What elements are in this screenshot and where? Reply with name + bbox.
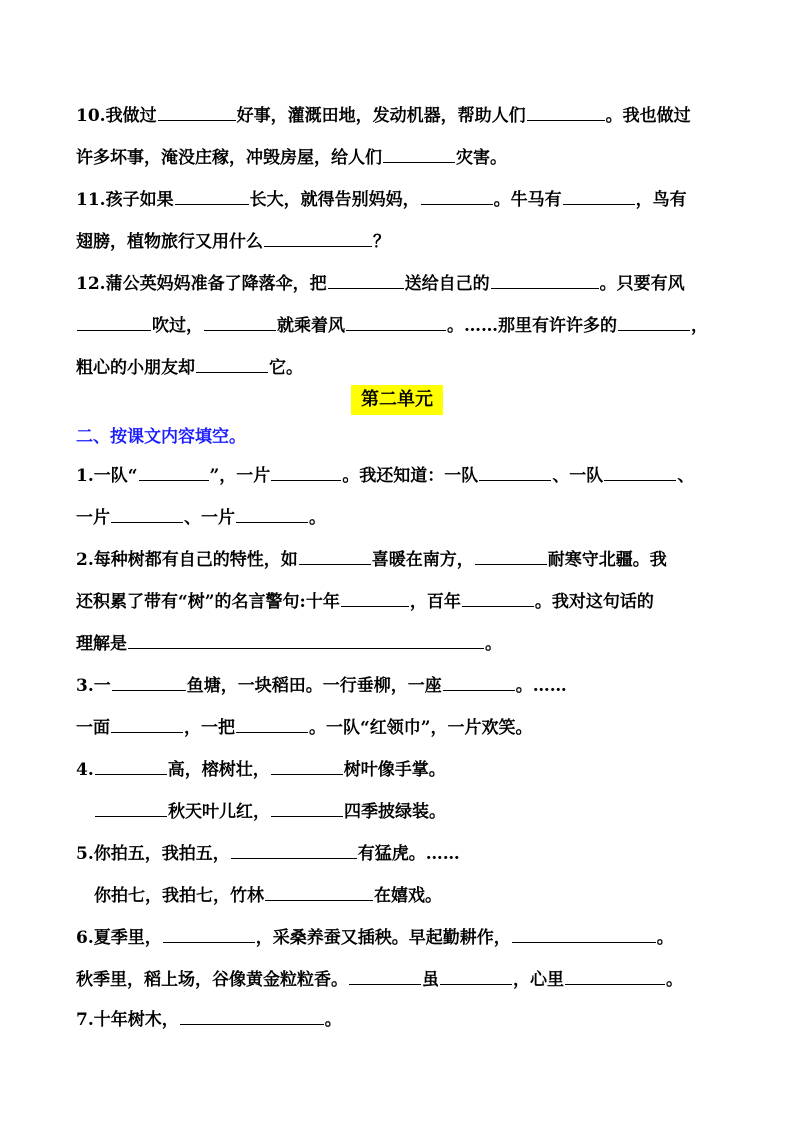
question-text: 粗心的小朋友却 bbox=[76, 358, 195, 378]
question-text: ，一把 bbox=[184, 718, 235, 738]
u2-q2-line2 bbox=[76, 586, 726, 616]
q11-line1 bbox=[76, 184, 726, 214]
answer-blank[interactable] bbox=[231, 838, 357, 859]
question-text: ，心里 bbox=[513, 970, 564, 990]
question-text: 你拍七，我拍七，竹林 bbox=[94, 886, 264, 906]
question-text: 。牛马有 bbox=[493, 190, 562, 210]
u2-q2-line3 bbox=[76, 628, 726, 658]
question-text: 一面 bbox=[76, 718, 110, 738]
u2-q4-line2 bbox=[94, 796, 744, 826]
q10-line1 bbox=[76, 100, 726, 130]
answer-blank[interactable] bbox=[604, 460, 676, 481]
answer-blank[interactable] bbox=[349, 964, 421, 985]
question-text: 送给自己的 bbox=[404, 274, 490, 294]
question-text: 。一队“红领巾”，一片欢笑。 bbox=[309, 718, 533, 738]
question-text: 7.十年树木， bbox=[76, 1010, 179, 1030]
question-text: ，采桑养蚕又插秧。早起勤耕作， bbox=[255, 928, 511, 948]
u2-q1-line2 bbox=[76, 502, 726, 532]
answer-blank[interactable] bbox=[139, 460, 209, 481]
question-text: 它。 bbox=[269, 358, 303, 378]
question-text: 长大，就得告别妈妈， bbox=[249, 190, 420, 210]
question-text: ，百年 bbox=[409, 592, 461, 612]
question-text: 还积累了带有“树”的名言警句:十年 bbox=[76, 592, 340, 612]
u2-q3-line1 bbox=[76, 670, 726, 700]
answer-blank[interactable] bbox=[77, 310, 151, 331]
answer-blank[interactable] bbox=[563, 184, 635, 205]
answer-blank[interactable] bbox=[618, 310, 690, 331]
question-text: 好事，灌溉田地，发动机器，帮助人们 bbox=[236, 106, 526, 126]
question-text: 树叶像手掌。 bbox=[343, 760, 446, 780]
question-text: 3.一 bbox=[76, 676, 111, 696]
question-text: 12.蒲公英妈妈准备了降落伞，把 bbox=[76, 274, 327, 294]
question-text: 2.每种树都有自己的特性，如 bbox=[76, 550, 298, 570]
answer-blank[interactable] bbox=[271, 754, 343, 775]
answer-blank[interactable] bbox=[128, 628, 484, 649]
question-text: 。……那里有许许多的 bbox=[447, 316, 617, 336]
answer-blank[interactable] bbox=[299, 544, 371, 565]
answer-blank[interactable] bbox=[491, 268, 599, 289]
question-text: 。我还知道：一队 bbox=[342, 466, 479, 486]
question-text: 许多坏事，淹没庄稼，冲毁房屋，给人们 bbox=[76, 148, 382, 168]
unit-heading: 第二单元 bbox=[351, 385, 443, 415]
answer-blank[interactable] bbox=[475, 544, 547, 565]
answer-blank[interactable] bbox=[175, 184, 249, 205]
answer-blank[interactable] bbox=[527, 100, 605, 121]
question-text: 。 bbox=[309, 508, 326, 528]
answer-blank[interactable] bbox=[462, 586, 534, 607]
question-text: ，鸟有 bbox=[635, 190, 687, 210]
question-text: 、一队 bbox=[552, 466, 604, 486]
answer-blank[interactable] bbox=[265, 880, 373, 901]
u2-q7-line1 bbox=[76, 1004, 726, 1034]
answer-blank[interactable] bbox=[236, 712, 308, 733]
answer-blank[interactable] bbox=[479, 460, 551, 481]
question-text: 就乘着风 bbox=[277, 316, 345, 336]
answer-blank[interactable] bbox=[341, 586, 409, 607]
question-text: 秋天叶儿红， bbox=[168, 802, 270, 822]
question-text: 1.一队“ bbox=[76, 466, 138, 486]
answer-blank[interactable] bbox=[271, 796, 343, 817]
question-text: 。…… bbox=[515, 676, 567, 696]
u2-q5-line2 bbox=[94, 880, 744, 910]
question-text: 、一片 bbox=[184, 508, 235, 528]
answer-blank[interactable] bbox=[264, 226, 372, 247]
q12-line3 bbox=[76, 352, 726, 382]
question-text: 4. bbox=[76, 760, 94, 780]
q12-line1 bbox=[76, 268, 726, 298]
question-text: 有猛虎。…… bbox=[357, 844, 460, 864]
answer-blank[interactable] bbox=[328, 268, 404, 289]
question-text: 5.你拍五，我拍五， bbox=[76, 844, 230, 864]
answer-blank[interactable] bbox=[204, 310, 276, 331]
answer-blank[interactable] bbox=[163, 922, 255, 943]
question-text: 四季披绿装。 bbox=[344, 802, 446, 822]
question-text: 吹过， bbox=[152, 316, 203, 336]
u2-q1-line1 bbox=[76, 460, 726, 490]
question-text: 高，榕树壮， bbox=[167, 760, 270, 780]
answer-blank[interactable] bbox=[111, 712, 183, 733]
u2-q6-line2 bbox=[76, 964, 726, 994]
question-text: 。我也做过 bbox=[605, 106, 691, 126]
question-text: 秋季里，稻上场，谷像黄金粒粒香。 bbox=[76, 970, 348, 990]
answer-blank[interactable] bbox=[158, 100, 236, 121]
question-text: 在嬉戏。 bbox=[374, 886, 442, 906]
question-text: ？ bbox=[373, 232, 390, 252]
u2-q6-line1 bbox=[76, 922, 726, 952]
question-text: 鱼塘，一块稻田。一行垂柳，一座 bbox=[186, 676, 442, 696]
answer-blank[interactable] bbox=[346, 310, 446, 331]
answer-blank[interactable] bbox=[443, 670, 515, 691]
question-text: 。我对这句话的 bbox=[534, 592, 654, 612]
question-text: 虽 bbox=[422, 970, 439, 990]
question-text: 、 bbox=[677, 466, 695, 486]
answer-blank[interactable] bbox=[95, 796, 167, 817]
question-text: 理解是 bbox=[76, 634, 127, 654]
answer-blank[interactable] bbox=[512, 922, 656, 943]
question-text: 灾害。 bbox=[456, 148, 507, 168]
answer-blank[interactable] bbox=[180, 1004, 324, 1025]
question-text: 喜暖在南方， bbox=[371, 550, 474, 570]
question-text: ， bbox=[691, 316, 708, 336]
question-text: 。 bbox=[656, 928, 674, 948]
answer-blank[interactable] bbox=[196, 352, 268, 373]
answer-blank[interactable] bbox=[440, 964, 512, 985]
q10-line2 bbox=[76, 142, 726, 172]
u2-q2-line1 bbox=[76, 544, 726, 574]
q11-line2 bbox=[76, 226, 726, 256]
question-text: 。 bbox=[324, 1010, 342, 1030]
q12-line2 bbox=[76, 310, 726, 340]
answer-blank[interactable] bbox=[271, 460, 341, 481]
answer-blank[interactable] bbox=[95, 754, 167, 775]
u2-q4-line1 bbox=[76, 754, 726, 784]
answer-blank[interactable] bbox=[421, 184, 493, 205]
question-text: 。只要有风 bbox=[599, 274, 685, 294]
u2-q5-line1 bbox=[76, 838, 726, 868]
question-text: 。 bbox=[666, 970, 683, 990]
question-text: 翅膀，植物旅行又用什么 bbox=[76, 232, 263, 252]
question-text: 。 bbox=[485, 634, 502, 654]
question-text: 一片 bbox=[76, 508, 110, 528]
question-text: 6.夏季里， bbox=[76, 928, 162, 948]
answer-blank[interactable] bbox=[565, 964, 665, 985]
section-title: 二、按课文内容填空。 bbox=[76, 427, 246, 447]
question-text: ”，一片 bbox=[209, 466, 271, 486]
u2-q3-line2 bbox=[76, 712, 726, 742]
answer-blank[interactable] bbox=[111, 502, 183, 523]
question-text: 10.我做过 bbox=[76, 106, 157, 126]
answer-blank[interactable] bbox=[112, 670, 186, 691]
answer-blank[interactable] bbox=[383, 142, 455, 163]
question-text: 11.孩子如果 bbox=[76, 190, 174, 210]
answer-blank[interactable] bbox=[236, 502, 308, 523]
question-text: 耐寒守北疆。我 bbox=[547, 550, 667, 570]
